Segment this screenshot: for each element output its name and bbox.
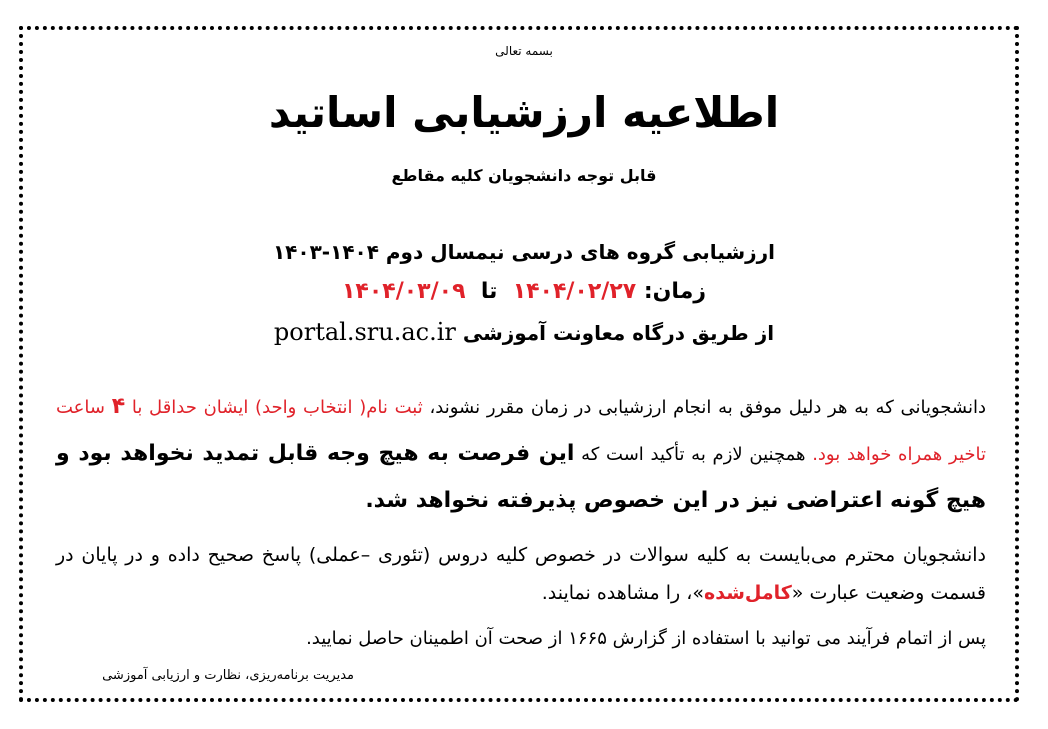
date-range-line xyxy=(0,279,1048,304)
end-date: ۱۴۰۴/۰۳/۰۹ xyxy=(342,279,466,304)
to-word: تا xyxy=(480,279,498,304)
report-paragraph: پس از اتمام فرآیند می توانید با استفاده از گزارش ۱۶۶۵ از صحت آن اطمینان حاصل نمایید. xyxy=(306,628,986,649)
portal-url: portal.sru.ac.ir xyxy=(273,318,456,346)
bismillah: بسمه تعالی xyxy=(495,44,553,58)
footer-department: مدیریت برنامه‌ریزی، نظارت و ارزیابی آموزشی xyxy=(102,668,354,683)
p2-text: دانشجویان محترم می‌بایست به کلیه سوالات در خصوص کلیه دروس (تئوری –عملی) پاسخ صحیح داده و در پایان در قسمت وضعیت عبارت « xyxy=(56,544,986,604)
portal-line xyxy=(0,318,1048,346)
date-label: زمان: xyxy=(643,279,706,304)
p1-registration-warning: ثبت نام( انتخاب واحد) ایشان حداقل با xyxy=(125,397,423,418)
p2-completed-status: کامل‌شده xyxy=(704,582,792,604)
start-date: ۱۴۰۴/۰۲/۲۷ xyxy=(512,279,637,304)
p1-text: دانشجویانی که به هر دلیل موفق به انجام ارزشیابی در زمان مقرر نشوند، xyxy=(422,397,987,418)
late-evaluation-paragraph xyxy=(56,384,986,525)
p1-hours-number: ۴ xyxy=(111,394,126,419)
p1-delay-text: ساعت تاخیر همراه خواهد بود. xyxy=(56,397,986,465)
page-title: اطلاعیه ارزشیابی اساتید xyxy=(268,88,780,137)
evaluation-semester-line: ارزشیابی گروه های درسی نیمسال دوم ۱۴۰۴-۱۴۰۳ xyxy=(272,240,776,264)
p1-no-extension-notice: این فرصت به هیچ وجه قابل تمدید نخواهد بود و هیچ گونه اعتراضی نیز در این خصوص پذیرفته نخواهد شد. xyxy=(56,441,986,513)
subtitle: قابل توجه دانشجویان کلیه مقاطع xyxy=(391,166,657,185)
answer-all-questions-paragraph xyxy=(56,536,986,612)
p1-emphasis-intro: همچنین لازم به تأکید است که xyxy=(574,444,813,465)
p2-text-end: »، را مشاهده نمایند. xyxy=(541,582,704,604)
portal-prefix: از طریق درگاه معاونت آموزشی xyxy=(462,321,775,345)
